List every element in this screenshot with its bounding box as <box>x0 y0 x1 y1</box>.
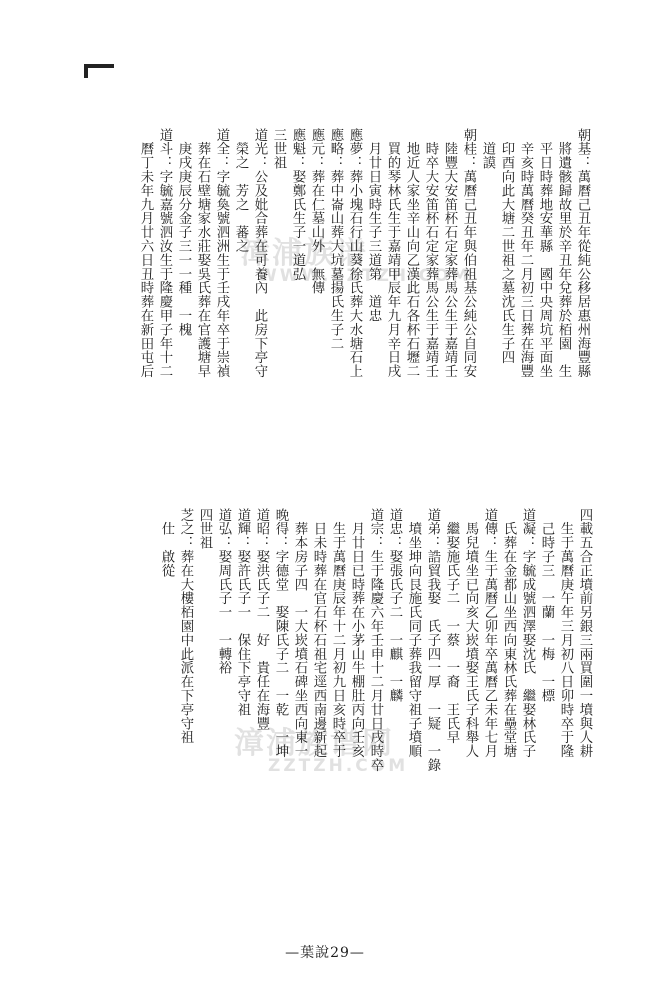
text-column: 晚得：字德堂 娶陳氏子二 一乾 一坤 <box>273 508 288 759</box>
text-column: 四世祖 <box>197 508 212 550</box>
text-column: 月廿日已時葬在小茅山牛棚肚丙向壬亥 <box>349 508 364 759</box>
text-column: 馬兒墳坐已向亥大崁墳娶王氏子科舉人 <box>463 508 478 759</box>
text-column: 氏葬在金都山坐西向東林氏葬在壘堂塘 <box>501 508 516 759</box>
text-column: 道謨 <box>480 128 495 170</box>
text-column: 道凝：字毓成號泗澤娶沈氏 繼娶林氏子 <box>520 508 535 759</box>
text-column: 道弘：娶周氏子一 一轉裕 <box>216 508 231 675</box>
text-column: 陸豐大安笛杯石定家葬馬公生于嘉靖壬 <box>442 128 457 379</box>
text-column: 道斗：字毓嘉號泗汝生于隆慶甲子年十二 <box>157 128 172 379</box>
text-column: 仕 啟從 <box>159 508 174 578</box>
text-column: 辛亥時萬曆癸丑年二月初三日葬在海豐 <box>518 128 533 379</box>
text-column: 將遺骸歸故里於辛丑年兌葬於栢園 生 <box>556 128 571 379</box>
text-column: 生于萬曆庚午年三月初八日卯時卒于隆 <box>558 508 573 759</box>
page-number: —葉說29— <box>285 945 365 961</box>
text-column: 己時子三 一蘭 一梅 一標 <box>539 508 554 703</box>
text-column: 應魁：娶鄭氏生子一道弘 <box>290 128 305 281</box>
text-column: 道忠：娶張氏子二 一麒 一麟 <box>387 508 402 703</box>
text-column: 時卒大安笛杯石定家葬馬公生于嘉靖壬 <box>423 128 438 379</box>
watermark-top-url: WWW.ZZTZH.COM <box>258 266 472 286</box>
text-column: 庚戌庚辰分金子三一一種 一槐 <box>176 128 191 337</box>
text-column: 道傳：生于萬曆乙卯年卒萬曆乙未年七月 <box>482 508 497 759</box>
text-column: 道弟：誥貿我娶 氏子四一厚 一疑 一錄 <box>425 508 440 773</box>
text-column: 墳坐坤向艮施氏同子葬我留守祖子墳順 <box>406 508 421 759</box>
text-column: 道光：公及妣合葬在可養內 此房下亭守 <box>252 128 267 379</box>
text-column: 買的琴林氏生于嘉靖甲辰年九月辛日戌 <box>385 128 400 379</box>
text-column: 葬在石壁塘家水莊娶吳氏葬在官護塘早 <box>195 128 210 379</box>
text-column: 日未時葬在官石杯石祖宅逕西南邊新起 <box>311 508 326 759</box>
text-column: 應略：葬中崙山葬大坑墓揚氏生子二 <box>328 128 343 351</box>
text-column: 榮之 芳之 蕃之 <box>233 128 248 254</box>
text-column: 曆丁未年九月廿六日丑時葬在新田屯后 <box>138 128 153 379</box>
text-column: 繼娶施氏子二 一蔡 一裔 王氏早 <box>444 508 459 745</box>
genealogy-text-upper <box>136 128 592 486</box>
watermark-bottom-url: ZZTZH.COM <box>268 756 409 776</box>
watermark-top-title: 漳浦族谱 <box>240 236 368 271</box>
text-column: 地近人家坐辛山向乙漢此石各杯石壢二 <box>404 128 419 379</box>
watermark-bottom-title: 漳浦族谱网 <box>234 726 394 761</box>
genealogy-text-lower <box>157 508 594 858</box>
text-column: 平日時葬地安華縣 國中央周坑平面坐 <box>537 128 552 379</box>
text-column: 道宗：生于隆慶六年壬申十二月廿日戌時卒 <box>368 508 383 773</box>
text-column: 應元：葬在仁墓山外 無傳 <box>309 128 324 295</box>
text-column: 三世祖 <box>271 128 286 170</box>
text-column: 葬本房子四 一大崁墳石碑坐西向東一 <box>292 508 307 759</box>
text-column: 應夢：葬小塊石行山葵徐氏葬大水塘石上 <box>347 128 362 379</box>
text-column: 朝桂：萬曆己丑年與伯祖基公純公自同安 <box>461 128 476 379</box>
text-column: 月廿日寅時生子三道第 道忠 <box>366 128 381 323</box>
text-column: 道昭：娶洪氏子二 好 貴任在海豐 <box>254 508 269 731</box>
text-column: 印酉向此大塘二世祖之墓沈氏生子四 <box>499 128 514 365</box>
text-column: 道全：字毓奐號泗洲生于壬戌年卒于崇禎 <box>214 128 229 379</box>
text-column: 芝之：葬在大樓栢園中此派在下亭守祖 <box>178 508 193 745</box>
text-column: 生于萬曆庚辰年十二月初九日亥時卒于 <box>330 508 345 759</box>
text-column: 朝基：萬曆己丑年從純公移居惠州海豐縣 <box>575 128 590 379</box>
text-column: 道輝：娶許氏子一 保住下亭守祖 <box>235 508 250 717</box>
text-column: 四載五合正墳前另銀三兩買圍一墳與人耕 <box>577 508 592 759</box>
corner-crop-mark <box>84 64 114 68</box>
